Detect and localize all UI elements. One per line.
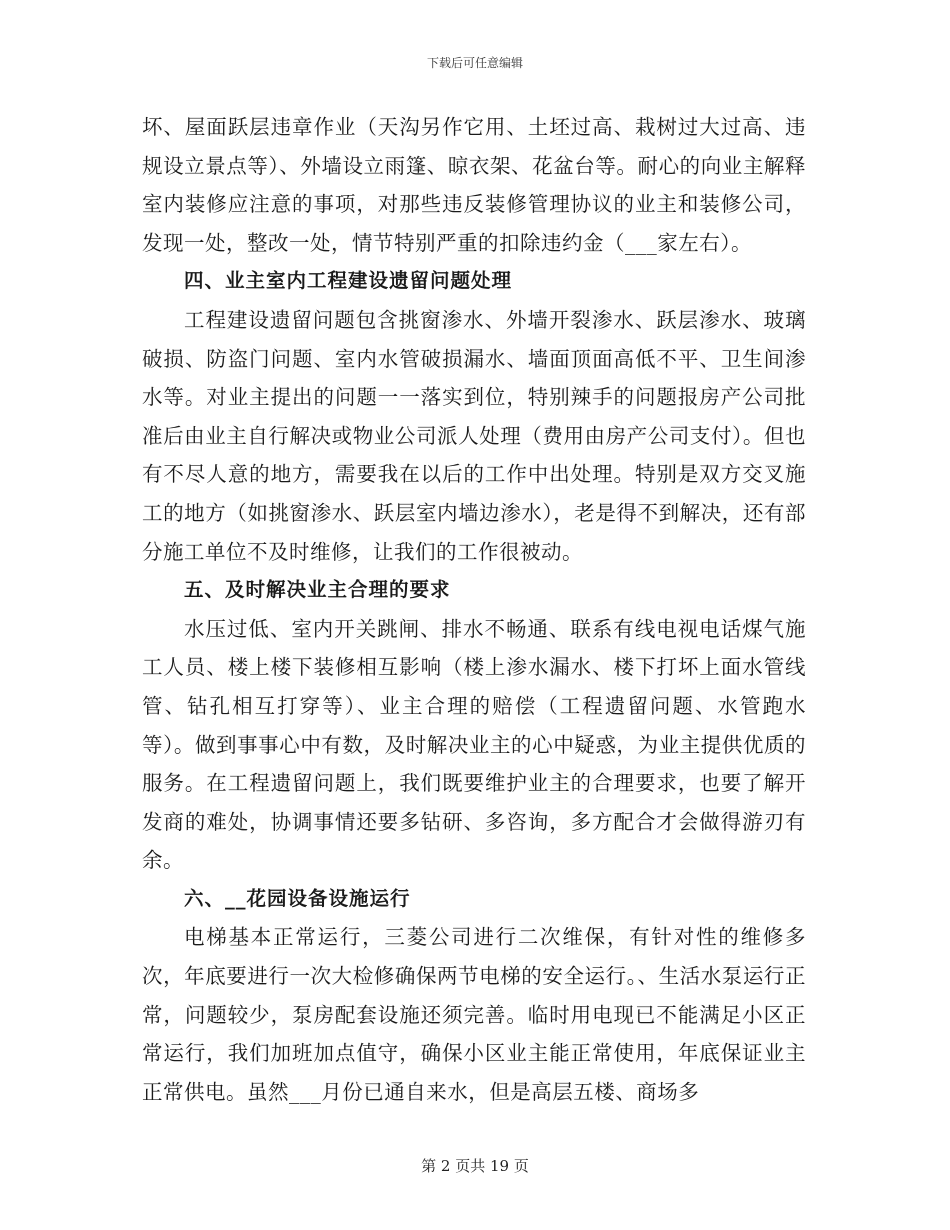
- document-body: [142, 108, 806, 1111]
- paragraph-owner-requests: 水压过低、室内开关跳闸、排水不畅通、联系有线电视电话煤气施工人员、楼上楼下装修相互影响（楼上渗水漏水、楼下打坏上面水管线管、钻孔相互打穿等）、业主合理的赔偿（工程遗留问题、水管跑水等）。做到事事心中有数，及时解决业主的心中疑惑，为业主提供优质的服务。在工程遗留问题上，我们既要维护业主的合理要求，也要了解开发商的难处，协调事情还要多钻研、多咨询，多方配合才会做得游刃有余。: [142, 616, 806, 873]
- section-heading-5: 五、及时解决业主合理的要求: [184, 578, 451, 602]
- page-number: 第 2 页共 19 页: [421, 1157, 529, 1175]
- paragraph-renovation-violations: 坏、屋面跃层违章作业（天沟另作它用、土坯过高、栽树过大过高、违规设立景点等）、外墙设立雨篷、晾衣架、花盆台等。耐心的向业主解释室内装修应注意的事项，对那些违反装修管理协议的业主和装修公司，发现一处，整改一处，情节特别严重的扣除违约金（___家左右）。: [142, 115, 806, 255]
- paragraph-legacy-issues: 工程建设遗留问题包含挑窗渗水、外墙开裂渗水、跃层渗水、玻璃破损、防盗门问题、室内水管破损漏水、墙面顶面高低不平、卫生间渗水等。对业主提出的问题一一落实到位，特别辣手的问题报房产公司批准后由业主自行解决或物业公司派人处理（费用由房产公司支付）。但也有不尽人意的地方，需要我在以后的工作中出处理。特别是双方交叉施工的地方（如挑窗渗水、跃层室内墙边渗水），老是得不到解决，还有部分施工单位不及时维修，让我们的工作很被动。: [142, 307, 806, 564]
- paragraph-equipment-operation: 电梯基本正常运行，三菱公司进行二次维保，有针对性的维修多次，年底要进行一次大检修确保两节电梯的安全运行。、生活水泵运行正常，问题较少，泵房配套设施还须完善。临时用电现已不能满足小区正常运行，我们加班加点值守，确保小区业主能正常使用，年底保证业主正常供电。虽然___月份已通自来水，但是高层五楼、商场多: [142, 925, 806, 1104]
- header-note: 下载后可任意编辑: [426, 56, 523, 70]
- section-heading-6: 六、__花园设备设施运行: [184, 886, 411, 910]
- section-heading-4: 四、业主室内工程建设遗留问题处理: [184, 269, 513, 293]
